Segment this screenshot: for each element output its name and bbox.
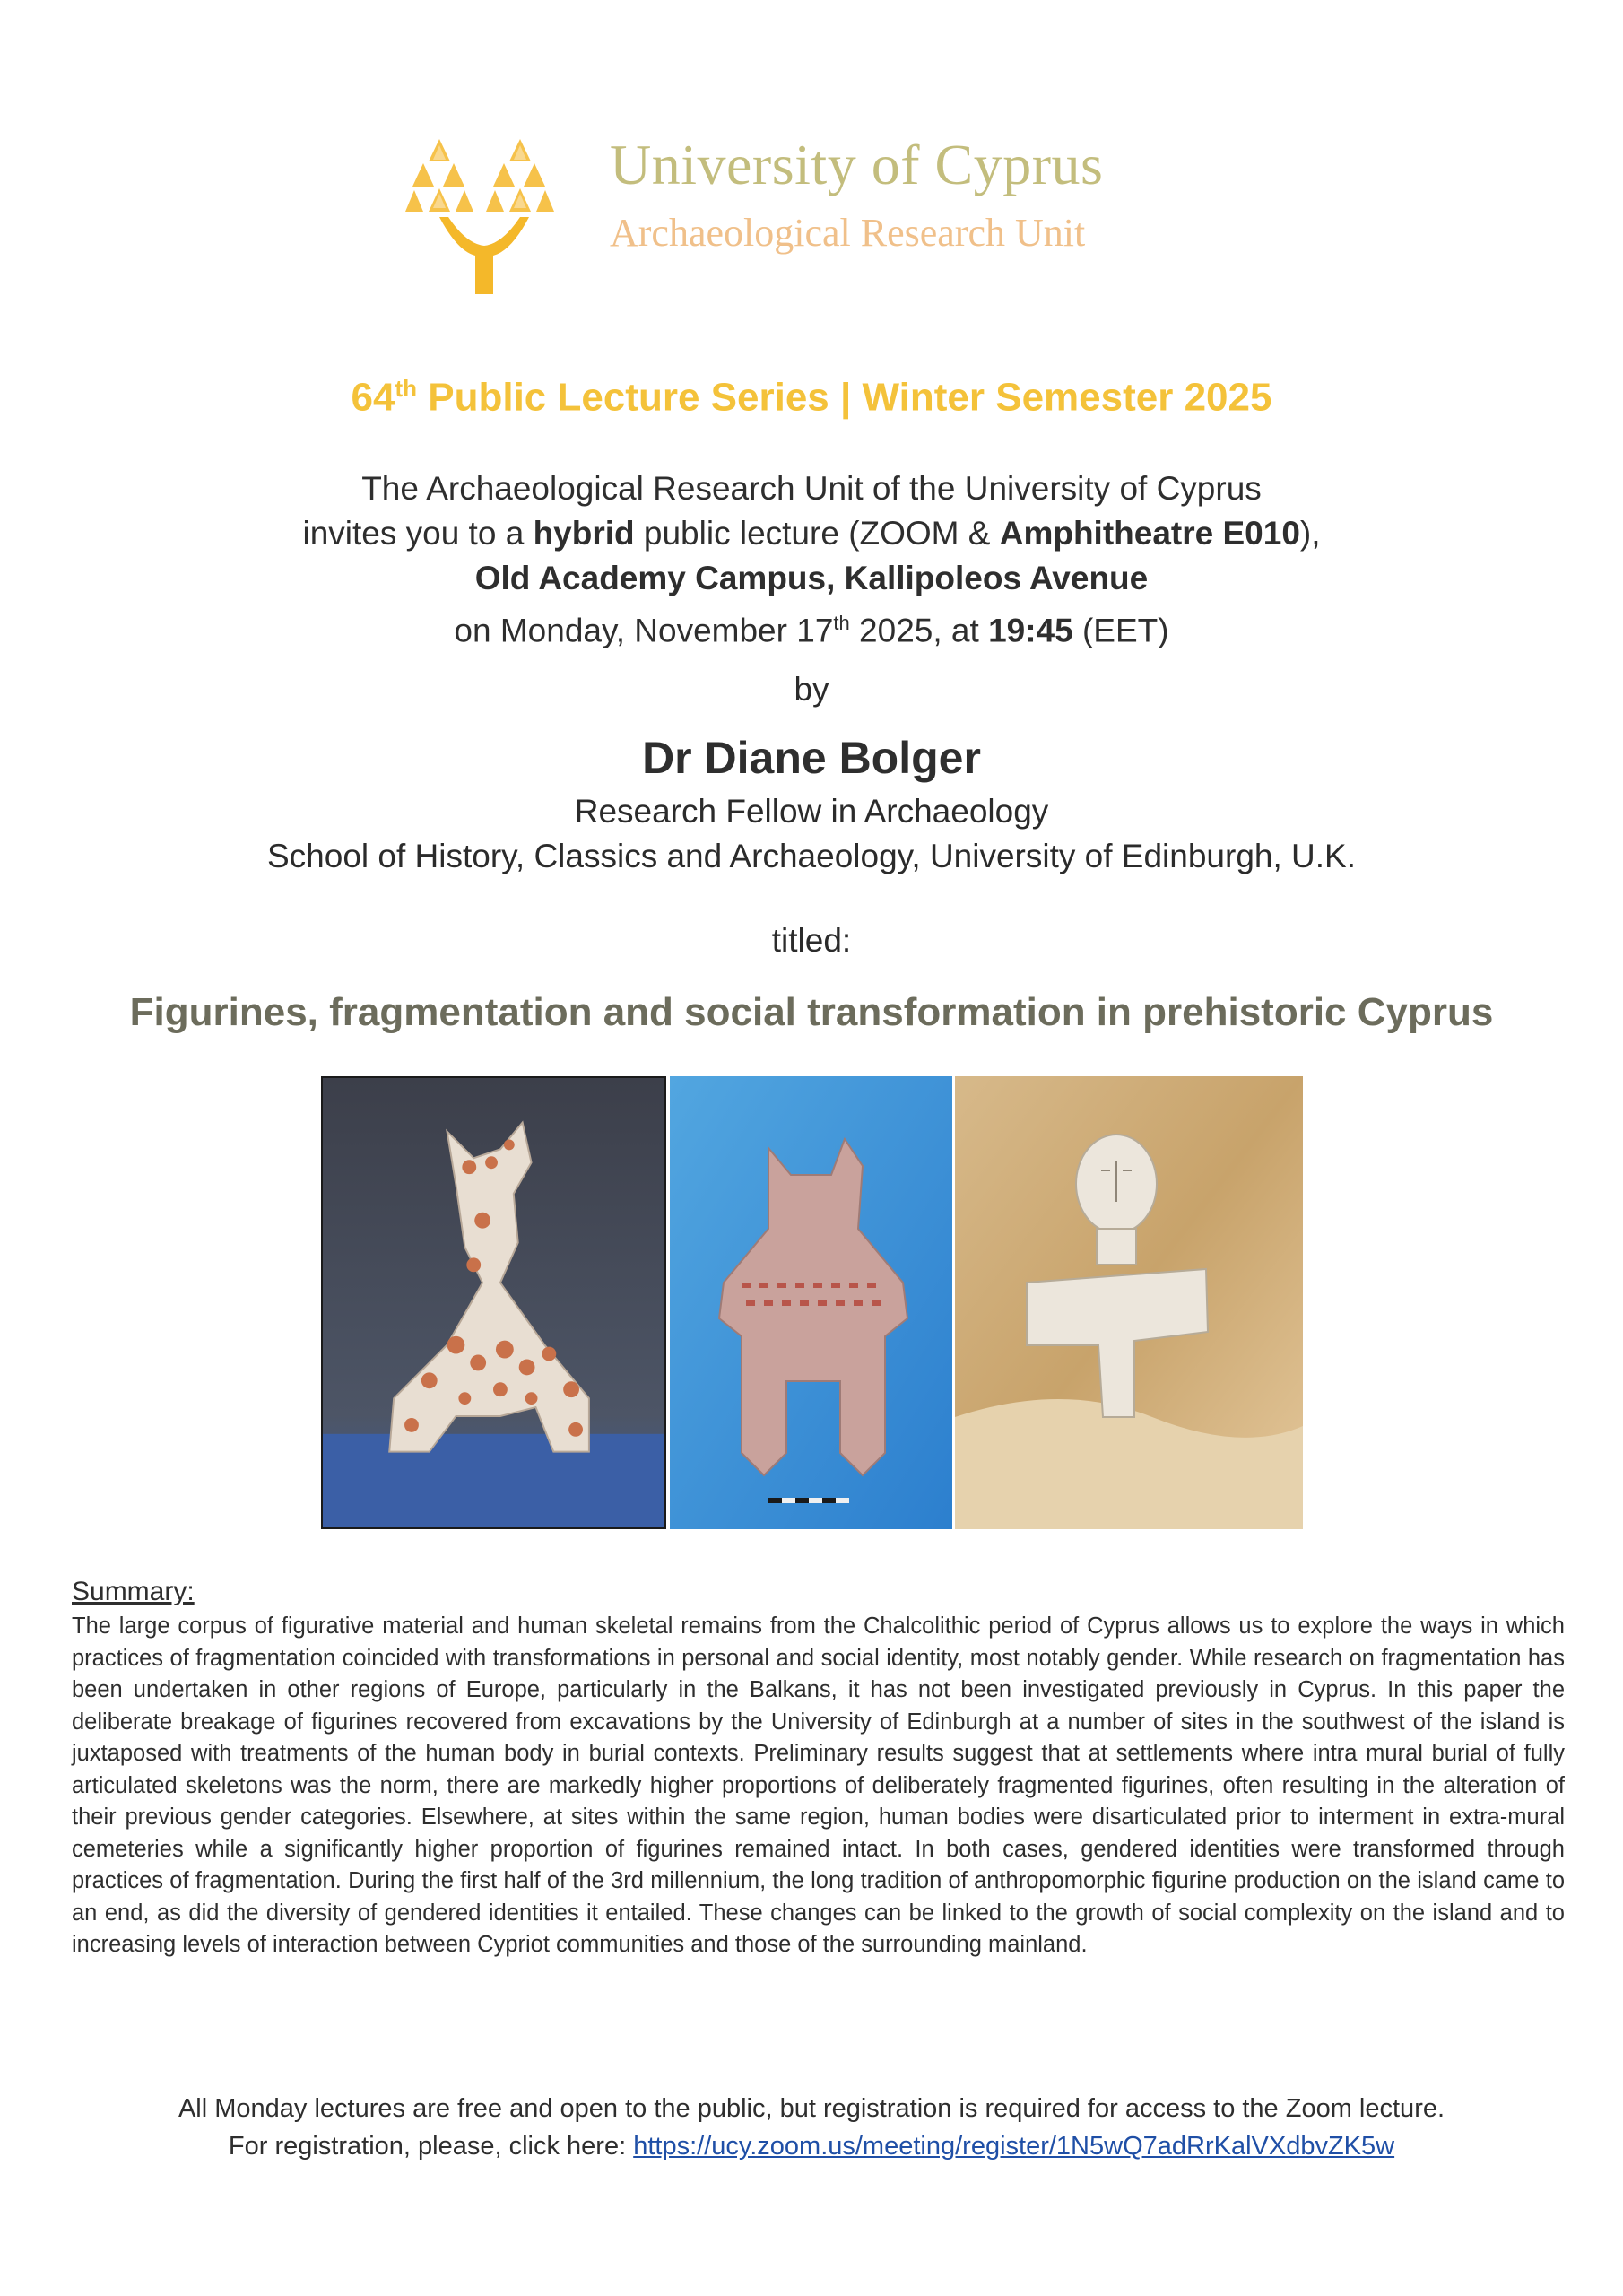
figurine-photo-standing: [670, 1076, 952, 1529]
figurine-photo-cruciform: [955, 1076, 1303, 1529]
invite-date-suffix: th: [833, 612, 850, 634]
invite-line-2-pre: invites you to a: [302, 515, 534, 552]
registration-footer: [0, 2090, 1623, 2165]
invite-line-3: [0, 556, 1623, 601]
speaker-name: Dr Diane Bolger: [642, 733, 981, 783]
series-text: Public Lecture Series | Winter Semester 2025: [417, 375, 1272, 420]
invite-hybrid: hybrid: [533, 515, 635, 552]
invite-line-2-post: ),: [1299, 515, 1321, 552]
lecture-title: Figurines, fragmentation and social transformation in prehistoric Cyprus: [129, 990, 1494, 1034]
speaker-affiliation: [0, 789, 1623, 879]
university-logo-icon: [404, 135, 574, 296]
invitation-block: [0, 466, 1623, 653]
footer-note: All Monday lectures are free and open to the public, but registration is required for access to the Zoom lecture.: [178, 2094, 1445, 2123]
invite-timezone: (EET): [1072, 612, 1169, 649]
invite-line-4: [0, 601, 1623, 653]
unit-name: Archaeological Research Unit: [610, 211, 1086, 255]
invite-line-4-mid: 2025, at: [849, 612, 989, 649]
titled-label: titled:: [771, 922, 852, 959]
speaker-position: Research Fellow in Archaeology: [574, 793, 1049, 830]
invite-line-2-mid: public lecture (ZOOM &: [634, 515, 1000, 552]
university-name: University of Cyprus: [610, 133, 1104, 196]
invite-venue: Amphitheatre E010: [999, 515, 1300, 552]
series-heading: [0, 375, 1623, 421]
summary-heading: Summary:: [72, 1577, 195, 1606]
summary-body: The large corpus of figurative material and human skeletal remains from the Chalcolithic period of Cyprus allows us to explore the ways in which practices of fragmentation coincided with transformations in personal and social identity, most notably gender. While research on fragmentation has been undertaken in other regions of Europe, particularly in the Balkans, it has not been investigated previously in Cyprus. In this paper the deliberate breakage of figurines recovered from excavations by the University of Edinburgh at a number of sites in the southwest of the island is juxtaposed with treatments of the human body in burial contexts. Preliminary results suggest that at settlements where intra mural burial of fully articulated skeletons was the norm, there are markedly higher proportions of deliberately fragmented figurines, often resulting in the alteration of their previous gender categories. Elsewhere, at sites within the same region, human bodies were disarticulated prior to interment in extra-mural cemeteries while a significantly higher proportion of figurines remained intact. In both cases, gendered identities were transformed through practices of fragmentation. During the first half of the 3rd millennium, the long tradition of anthropomorphic figurine production on the island came to an end, as did the diversity of gendered identities it entailed. These changes can be linked to the growth of social complexity on the island and to increasing levels of interaction between Cypriot communities and those of the surrounding mainland.: [72, 1613, 1565, 1957]
series-number-suffix: th: [395, 375, 418, 402]
invite-line-1: The Archaeological Research Unit of the University of Cyprus: [361, 470, 1262, 507]
series-number: 64: [351, 375, 395, 420]
invite-line-2: [0, 511, 1623, 556]
invite-date: on Monday, November 17: [454, 612, 834, 649]
invite-time: 19:45: [988, 612, 1073, 649]
speaker-institution: School of History, Classics and Archaeology, University of Edinburgh, U.K.: [266, 838, 1356, 874]
invite-campus: Old Academy Campus, Kallipoleos Avenue: [474, 560, 1149, 596]
by-label: by: [794, 671, 829, 708]
figurine-photo-seated: [321, 1076, 666, 1529]
logo-wordmark: [610, 133, 1104, 255]
registration-link[interactable]: https://ucy.zoom.us/meeting/register/1N5wQ7adRrKalVXdbvZK5w: [633, 2132, 1395, 2161]
footer-registration: [0, 2127, 1623, 2165]
footer-registration-label: For registration, please, click here:: [228, 2132, 634, 2161]
summary-section: [72, 1577, 1565, 1961]
